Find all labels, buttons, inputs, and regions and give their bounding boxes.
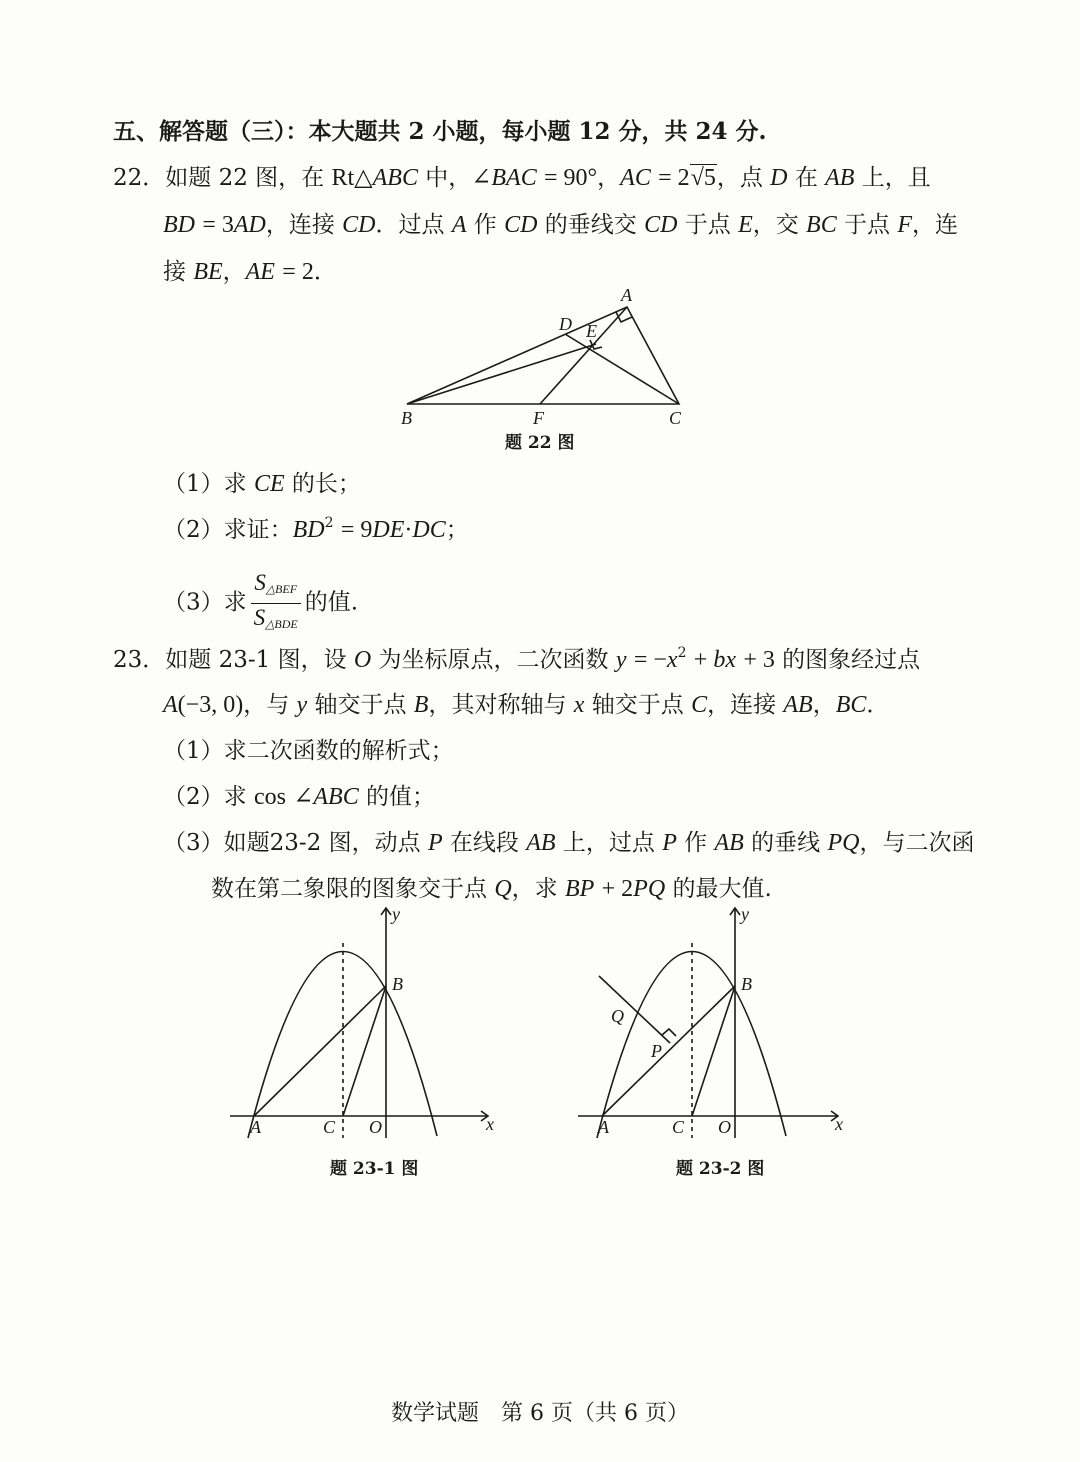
svg-text:y: y [741,904,749,924]
svg-text:O: O [718,1117,731,1137]
svg-text:C: C [323,1117,336,1137]
segment-pq [599,976,670,1043]
parabola [597,951,786,1138]
fig22-caption: 题 22 图 [505,433,575,453]
fig23-1-caption: 题 23-1 图 [330,1159,419,1179]
svg-text:y: y [392,904,400,924]
svg-text:A: A [250,1117,261,1137]
q22-part1: （1）求 CE 的长； [163,471,361,497]
section-header: 五、解答题（三）：本大题共 2 小题，每小题 12 分，共 24 分. [113,118,767,145]
svg-text:F: F [533,408,544,428]
q22-part3: （3）求 $\frac{S_{\triangle BEF}}{S_{\triangle BDE}}$ 的值. [163,570,358,637]
svg-text:O: O [369,1117,382,1137]
svg-text:A: A [621,285,632,305]
svg-text:D: D [559,314,572,334]
area-ratio-fraction: $\frac{S_{\triangle BEF}}{S_{\triangle BDE}}$ [251,570,301,637]
fig23-2-caption: 题 23-2 图 [676,1159,765,1179]
svg-text:E: E [586,321,597,341]
q22-line-3: 接 BE，AE = 2． [163,259,337,285]
q22-number: 22． [113,165,166,191]
svg-text:x: x [835,1114,843,1134]
svg-text:A: A [598,1117,609,1137]
right-angle-p [662,1029,676,1036]
svg-text:B: B [741,974,752,994]
svg-text:C: C [672,1117,685,1137]
svg-text:x: x [486,1114,494,1134]
page-footer: 数学试题 第 6 页（共 6 页） [391,1401,689,1426]
q23-part3-line-2: 数在第二象限的图象交于点 Q，求 BP + 2PQ 的最大值. [211,876,772,902]
segment-bc [692,986,735,1116]
svg-text:B: B [401,408,412,428]
svg-text:Q: Q [611,1006,624,1026]
q22-line-2: BD = 3AD，连接 CD．过点 A 作 CD 的垂线交 CD 于点 E，交 BC 于点 F，连 [163,212,959,238]
svg-text:C: C [669,408,682,428]
q23-number: 23． [113,647,166,673]
q22-line-1: 22．如题 22 图，在 Rt△ABC 中，∠BAC = 90°，AC = 2√5，点 D 在 AB 上，且 [113,165,931,191]
svg-text:B: B [392,974,403,994]
q23-line-1: 23．如题 23-1 图，设 O 为坐标原点，二次函数 $y = -x^2$ + bx + 3 的图象经过点 [113,645,921,673]
svg-text:P: P [651,1041,662,1061]
q23-part3-line-1: （3）如题23-2 图，动点 P 在线段 AB 上，过点 P 作 AB 的垂线 PQ，与二次函 [163,830,975,856]
q23-part2: （2）求 cos ∠ABC 的值； [163,784,436,810]
q22-part2: （2）求证：$BD^2 = 9DE\cdot DC$； [163,515,469,543]
q23-line-2: A(−3, 0)，与 y 轴交于点 B，其对称轴与 x 轴交于点 C，连接 AB，BC． [163,692,890,718]
q23-part1: （1）求二次函数的解析式； [163,738,454,764]
